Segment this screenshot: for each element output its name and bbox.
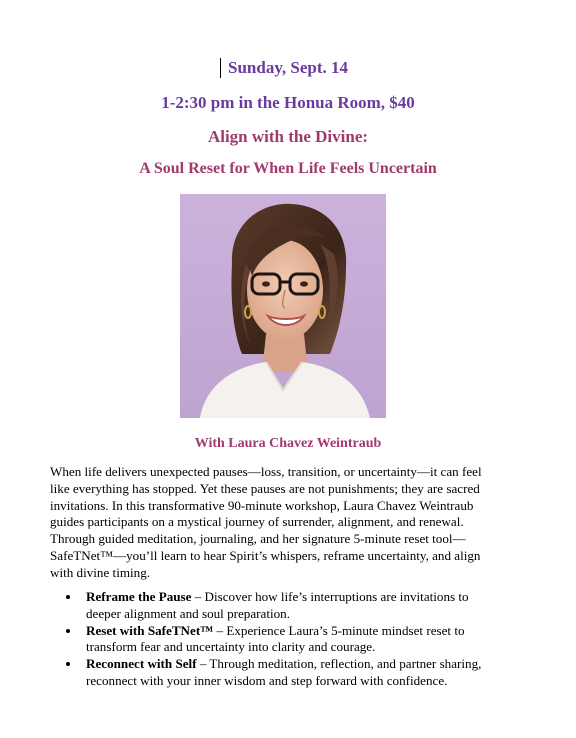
bullet-heading: Reset with SafeTNet™ xyxy=(86,622,214,638)
list-item xyxy=(50,656,534,690)
description-line: SafeTNet™—you’ll learn to hear Spirit’s whispers, reframe uncertainty, and align xyxy=(50,547,481,563)
list-item xyxy=(50,589,534,623)
bullet-text: transform fear and uncertainty into clarity and courage. xyxy=(86,639,376,655)
highlights-list xyxy=(50,589,534,690)
bullet-text: deeper alignment and soul preparation. xyxy=(86,605,290,621)
description-line: like everything has stopped. Yet these pauses are not punishments; they are sacred xyxy=(50,480,480,496)
list-item xyxy=(50,623,534,657)
bullet-text: reconnect with your inner wisdom and step forward with confidence. xyxy=(86,672,448,688)
presenter-name: With Laura Chavez Weintraub xyxy=(194,436,382,451)
bullet-heading: Reconnect with Self xyxy=(86,656,197,672)
bullet-text: – Experience Laura’s 5-minute mindset reset to xyxy=(213,622,465,638)
description-line: with divine timing. xyxy=(50,564,151,580)
bullet-icon xyxy=(66,629,70,633)
bullet-heading: Reframe the Pause xyxy=(86,589,192,604)
description-line: guides participants on a mystical journey of surrender, alignment, and renewal. xyxy=(50,514,464,530)
event-time-place: 1-2:30 pm in the Honua Room, $40 xyxy=(161,93,415,112)
description-line: When life delivers unexpected pauses—loss, transition, or uncertainty—it can feel xyxy=(50,464,482,479)
event-date: Sunday, Sept. 14 xyxy=(228,58,348,77)
description-line: Through guided meditation, journaling, and her signature 5-minute reset tool— xyxy=(50,531,466,547)
event-description xyxy=(50,464,534,582)
description-line: invitations. In this transformative 90-minute workshop, Laura Chavez Weintraub xyxy=(50,497,474,513)
presenter-photo xyxy=(180,194,386,418)
bullet-text: – Discover how life’s interruptions are invitations to xyxy=(191,589,469,604)
bullet-icon xyxy=(66,662,70,666)
event-title: Align with the Divine: xyxy=(207,127,369,146)
bullet-text: – Through meditation, reflection, and partner sharing, xyxy=(196,656,482,672)
bullet-icon xyxy=(66,595,70,599)
event-subtitle: A Soul Reset for When Life Feels Uncertain xyxy=(139,160,437,177)
